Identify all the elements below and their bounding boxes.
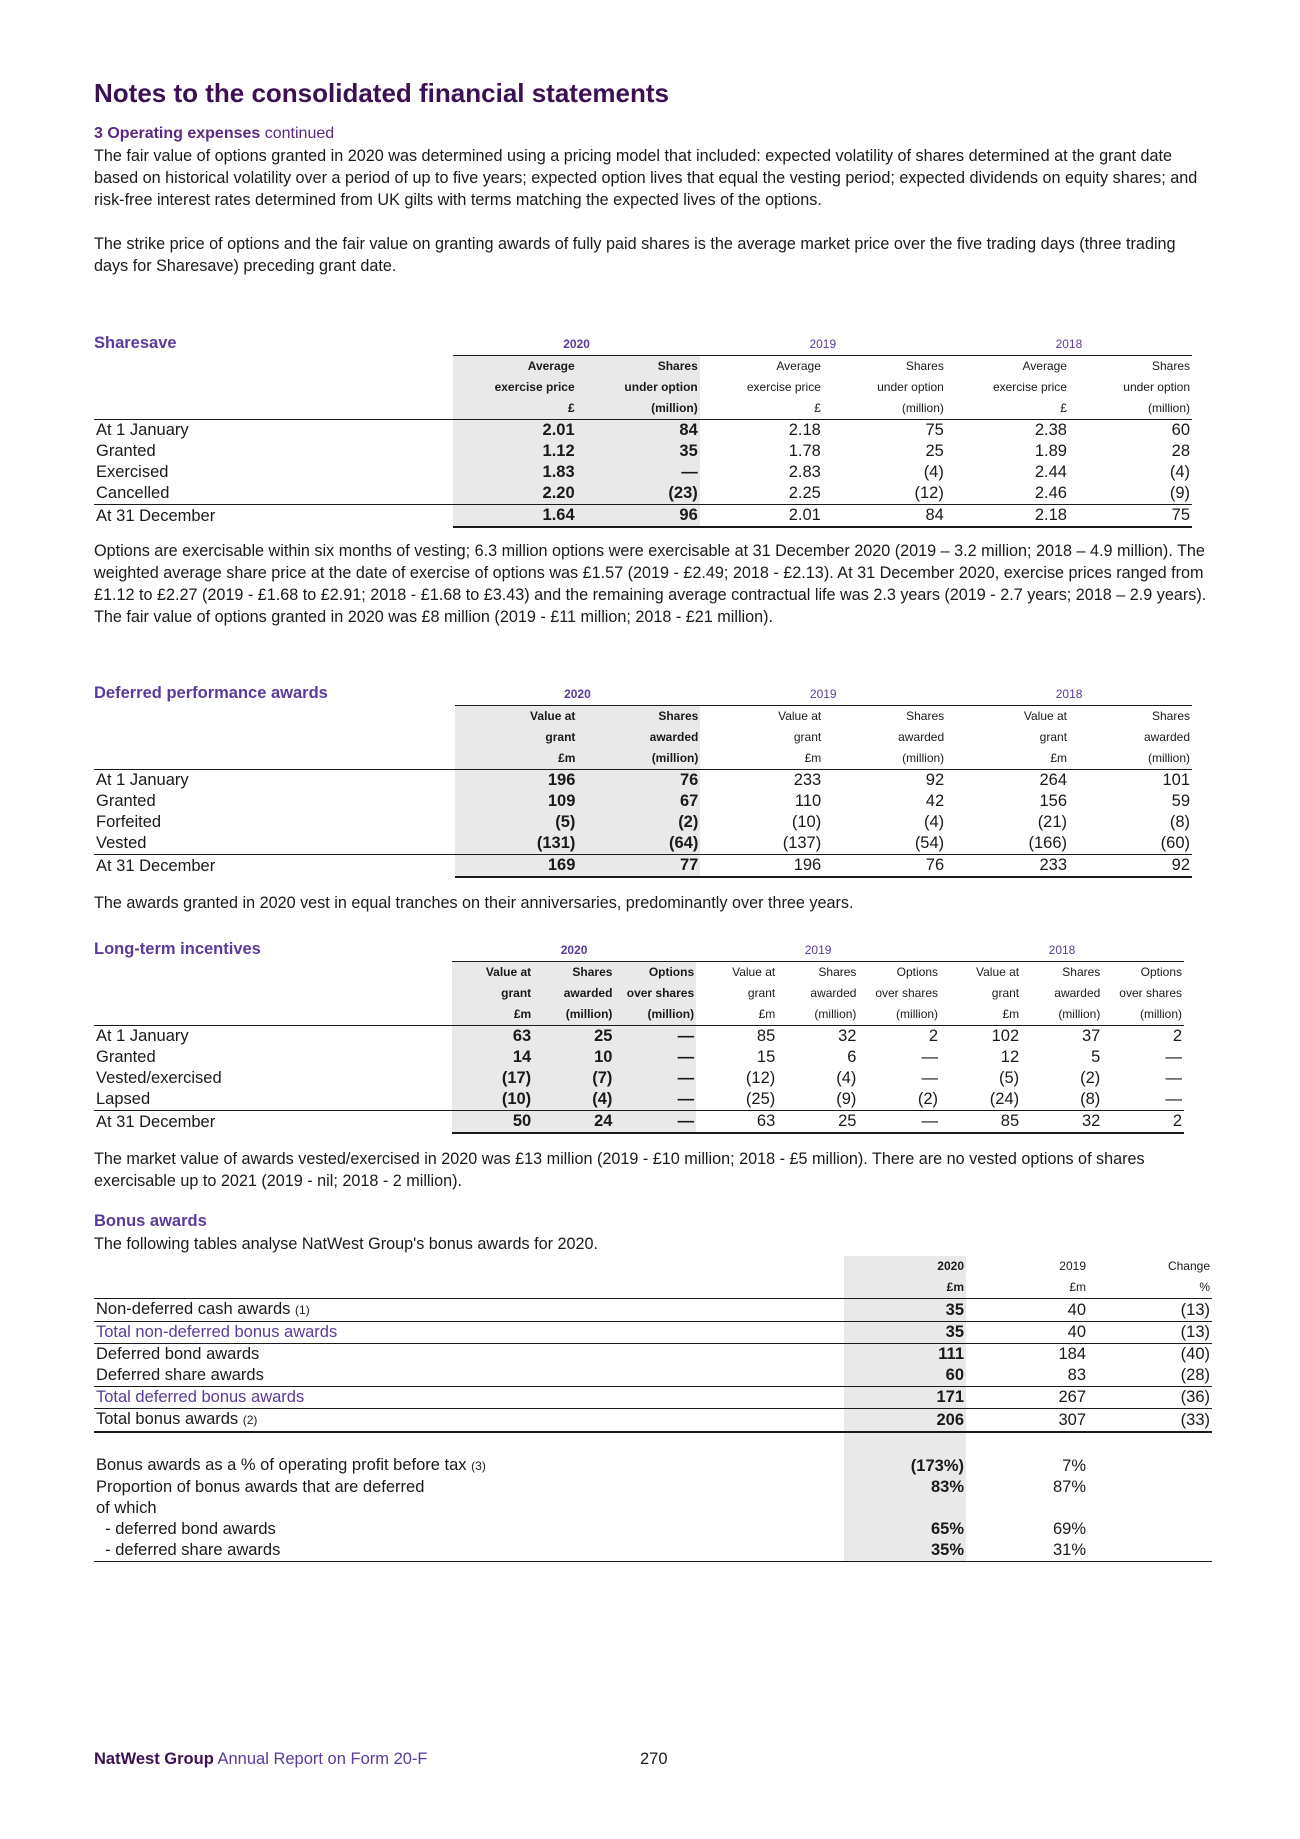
table-row <box>94 770 1192 792</box>
col-header: £m <box>940 1004 1021 1026</box>
col-header: under option <box>877 380 944 394</box>
cell: (21) <box>1037 813 1068 831</box>
cell: 60 <box>1171 421 1190 439</box>
cell: 65% <box>844 1519 966 1540</box>
cell <box>844 1498 966 1519</box>
footer-brand: NatWest Group <box>94 1750 214 1768</box>
table-row <box>94 1498 1212 1519</box>
cell: 2.18 <box>946 505 1069 528</box>
col-header: (million) <box>614 1004 696 1026</box>
cell: 169 <box>455 855 578 878</box>
year-header: 2018 <box>946 684 1192 706</box>
cell: 67 <box>577 791 700 812</box>
col-header: awarded <box>577 727 700 748</box>
col-header: Shares <box>1151 709 1190 723</box>
year-header: 2020 <box>453 334 699 356</box>
paragraph-fair-value: The fair value of options granted in 2020 was determined using a pricing model that included: expected volatility of shares determined at the grant date based on historical volatility over a period of up to five years; expected option lives that equal the vesting period; expected dividends on equity shares; and risk-free interest rates determined from UK gilts with terms matching the expected lives of the options. <box>94 147 1198 209</box>
cell: (25) <box>696 1089 777 1111</box>
col-header: awarded <box>810 986 857 1000</box>
table-row <box>94 1365 1212 1387</box>
cell: 25 <box>777 1111 858 1134</box>
table-row <box>94 1322 1212 1344</box>
cell: 7% <box>1062 1456 1086 1475</box>
row-label: At 31 December <box>96 506 216 525</box>
row-label: Lapsed <box>94 1089 452 1111</box>
col-header: over shares <box>614 983 696 1004</box>
cell: (5) <box>998 1069 1020 1087</box>
col-header: Shares <box>906 709 945 723</box>
footer-report-name: Annual Report on Form 20-F <box>217 1750 428 1768</box>
row-label: Total bonus awards <box>96 1410 239 1428</box>
cell: 1.64 <box>453 505 576 528</box>
cell: 196 <box>455 770 578 792</box>
year-header: 2019 <box>696 940 940 962</box>
cell: (7) <box>533 1068 614 1089</box>
col-header: Shares <box>1151 359 1190 373</box>
cell: (4) <box>1169 463 1190 481</box>
bonus-intro: The following tables analyse NatWest Group's bonus awards for 2020. <box>94 1235 598 1253</box>
col-header: (million) <box>1102 1004 1184 1026</box>
table-row-total <box>94 855 1192 878</box>
col-header: grant <box>991 986 1020 1000</box>
table-row <box>94 462 1192 483</box>
col-header: % <box>1088 1277 1212 1299</box>
row-label: Granted <box>96 442 156 460</box>
cell: 59 <box>1171 792 1190 810</box>
col-header: £m <box>696 1004 777 1026</box>
row-label: Bonus awards as a % of operating profit before tax <box>96 1456 467 1474</box>
cell: — <box>921 1069 939 1087</box>
cell: (28) <box>1088 1365 1212 1387</box>
cell: 1.12 <box>453 441 576 462</box>
col-header: grant <box>452 983 533 1004</box>
cell: (4) <box>923 813 945 831</box>
cell: 111 <box>844 1344 966 1366</box>
cell: 35 <box>844 1299 966 1322</box>
cell: — <box>1165 1069 1182 1087</box>
row-label: Vested/exercised <box>96 1069 222 1087</box>
footnote-ref: (3) <box>471 1459 486 1473</box>
col-header: Shares <box>905 359 944 373</box>
cell: 35 <box>844 1322 966 1344</box>
cell: — <box>614 1068 696 1089</box>
col-header: Options <box>896 965 939 979</box>
paragraph-market-value: The market value of awards vested/exercised in 2020 was £13 million (2019 - £10 million; 2018 - £5 million). There are no vested options of shares exercisable up to 2021 (2019 - nil; 2018 - 2 million). <box>94 1150 1145 1190</box>
table-row <box>94 1455 1212 1477</box>
col-header: (million) <box>577 748 700 770</box>
cell: 25 <box>533 1026 614 1048</box>
table-row <box>94 1089 1184 1111</box>
paragraph-strike-price: The strike price of options and the fair value on granting awards of fully paid shares is the average market price over the five trading days (three trading days for Sharesave) preceding grant date. <box>94 235 1176 275</box>
cell: 85 <box>940 1111 1021 1134</box>
col-header: awarded <box>898 730 945 744</box>
cell: 184 <box>1058 1345 1086 1363</box>
cell: (8) <box>1021 1089 1102 1111</box>
row-label: Deferred share awards <box>94 1365 844 1387</box>
table-row-total <box>94 1111 1184 1134</box>
col-header: Value at <box>452 962 533 984</box>
row-label: Proportion of bonus awards that are deferred <box>96 1478 425 1496</box>
deferred-awards-table <box>94 684 1192 878</box>
paragraph-awards-vest: The awards granted in 2020 vest in equal tranches on their anniversaries, predominantly over three years. <box>94 894 854 912</box>
cell: 196 <box>700 855 823 878</box>
cell: (10) <box>791 813 822 831</box>
table-row <box>94 1047 1184 1068</box>
sharesave-table <box>94 334 1192 528</box>
cell <box>966 1498 1088 1519</box>
col-header: Shares <box>1062 965 1101 979</box>
cell: (131) <box>455 833 578 855</box>
cell: (13) <box>1088 1299 1212 1322</box>
cell: 31% <box>966 1540 1088 1562</box>
col-header: (million) <box>577 398 700 420</box>
cell: 102 <box>991 1027 1020 1045</box>
cell: 15 <box>756 1048 776 1066</box>
cell: 1.78 <box>788 442 821 460</box>
table-row <box>94 1519 1212 1540</box>
cell: 28 <box>1171 442 1190 460</box>
footnote-ref: (2) <box>242 1413 258 1427</box>
col-header: Options <box>614 962 696 984</box>
col-header: 2019 <box>1059 1259 1086 1273</box>
row-label: Total non-deferred bonus awards <box>94 1322 844 1344</box>
col-header: awarded <box>533 983 614 1004</box>
table-row-total <box>94 505 1192 528</box>
col-header: £ <box>700 398 823 420</box>
bonus-table <box>94 1256 1212 1562</box>
col-header: (million) <box>1069 398 1192 420</box>
col-header: exercise price <box>992 380 1067 394</box>
table-row <box>94 812 1192 833</box>
col-header: Value at <box>732 965 776 979</box>
cell: 84 <box>577 420 700 442</box>
col-header: Value at <box>1023 709 1068 723</box>
cell: 101 <box>1162 771 1190 789</box>
cell: — <box>577 462 700 483</box>
cell: (8) <box>1169 813 1190 831</box>
col-header: awarded <box>1143 730 1190 744</box>
cell: 109 <box>455 791 578 812</box>
row-label: Non-deferred cash awards <box>96 1300 291 1318</box>
col-header: Average <box>453 356 576 378</box>
table-row <box>94 1344 1212 1366</box>
col-header: Value at <box>455 706 578 728</box>
section-continued: continued <box>264 125 335 142</box>
col-header: (million) <box>1069 748 1192 770</box>
cell: 84 <box>823 505 946 528</box>
page-number: 270 <box>640 1750 668 1768</box>
cell: 2.18 <box>788 421 821 439</box>
row-label: - deferred share awards <box>94 1540 844 1562</box>
paragraph-options-exercisable: Options are exercisable within six months of vesting; 6.3 million options were exercisable at 31 December 2020 (2019 – 3.2 million; 2018 – 4.9 million). The weighted average share price at the date of exercise of options was £1.57 (2019 - £2.49; 2018 - £2.13). At 31 December 2020, exercise prices ranged from £1.12 to £2.27 (2019 - £1.68 to £2.91; 2018 - £1.68 to £3.43) and the remaining average contractual life was 2.3 years (2019 - 2.7 years; 2018 – 2.9 years). The fair value of options granted in 2020 was £8 million (2019 - £11 million; 2018 - £21 million). <box>94 542 1207 626</box>
cell: 233 <box>793 771 822 789</box>
cell: 69% <box>1052 1520 1086 1538</box>
cell: 2.83 <box>788 463 821 481</box>
table-row <box>94 1068 1184 1089</box>
cell: 85 <box>756 1027 776 1045</box>
col-header: exercise price <box>453 377 576 398</box>
col-header: over shares <box>1119 986 1182 1000</box>
cell: — <box>1165 1048 1182 1066</box>
col-header: £m <box>946 748 1069 770</box>
cell: 35% <box>844 1540 966 1562</box>
cell: (54) <box>823 833 946 855</box>
cell: (2) <box>1080 1069 1101 1087</box>
row-label: - deferred bond awards <box>96 1520 276 1538</box>
cell: (60) <box>1069 833 1192 855</box>
col-header: Average <box>776 359 821 373</box>
row-label: Granted <box>96 1048 156 1066</box>
col-header: Value at <box>778 709 822 723</box>
cell: (13) <box>1088 1322 1212 1344</box>
cell: 2 <box>928 1027 939 1045</box>
cell: 77 <box>577 855 700 878</box>
cell: 1.89 <box>1034 442 1067 460</box>
cell: (4) <box>836 1069 857 1087</box>
cell: (9) <box>777 1089 858 1111</box>
col-header: Value at <box>975 965 1020 979</box>
cell: (17) <box>452 1068 533 1089</box>
cell: (2) <box>858 1089 940 1111</box>
table-row <box>94 1299 1212 1322</box>
col-header: Shares <box>577 356 700 378</box>
cell: 50 <box>452 1111 533 1134</box>
year-header: 2018 <box>940 940 1184 962</box>
year-header: 2020 <box>455 684 701 706</box>
table-row <box>94 1026 1184 1048</box>
col-header: (million) <box>533 1004 614 1026</box>
cell: 40 <box>966 1299 1088 1322</box>
row-label: At 1 January <box>96 771 189 789</box>
sharesave-title: Sharesave <box>94 334 177 352</box>
cell: — <box>614 1047 696 1068</box>
col-header: (million) <box>823 398 946 420</box>
col-header: £m <box>700 748 823 770</box>
cell: (12) <box>745 1069 776 1087</box>
cell: (12) <box>823 483 946 505</box>
col-header: Change <box>1167 1259 1210 1273</box>
cell: 32 <box>838 1027 857 1045</box>
col-header: grant <box>747 986 776 1000</box>
col-header: grant <box>455 727 578 748</box>
cell: 96 <box>577 505 700 528</box>
col-header: Shares <box>577 706 700 728</box>
cell: (23) <box>577 483 700 505</box>
cell: 25 <box>925 442 944 460</box>
cell: 5 <box>1091 1048 1101 1066</box>
row-label: Total deferred bonus awards <box>94 1387 844 1409</box>
cell: (64) <box>577 833 700 855</box>
cell: (33) <box>1088 1409 1212 1433</box>
cell: 2.01 <box>453 420 576 442</box>
cell: 75 <box>1069 505 1192 528</box>
col-header: (million) <box>858 1004 940 1026</box>
cell: 32 <box>1021 1111 1102 1134</box>
cell: 110 <box>794 792 822 810</box>
cell: 264 <box>1039 771 1068 789</box>
cell: (2) <box>577 812 700 833</box>
cell: 1.83 <box>453 462 576 483</box>
cell: 6 <box>847 1048 857 1066</box>
col-header: 2020 <box>844 1256 966 1277</box>
deferred-awards-title: Deferred performance awards <box>94 684 328 702</box>
col-header: (million) <box>1021 1004 1102 1026</box>
cell: 2.01 <box>700 505 823 528</box>
cell: 12 <box>1000 1048 1020 1066</box>
cell: 76 <box>577 770 700 792</box>
cell: (4) <box>533 1089 614 1111</box>
cell: — <box>614 1089 696 1111</box>
row-label: At 1 January <box>96 421 189 439</box>
row-label: Forfeited <box>96 813 162 831</box>
cell: 2 <box>1172 1027 1182 1045</box>
col-header: (million) <box>777 1004 858 1026</box>
cell: (173%) <box>844 1455 966 1477</box>
cell: (36) <box>1088 1387 1212 1409</box>
section-heading <box>94 125 334 143</box>
cell: 42 <box>925 792 945 810</box>
cell: 307 <box>966 1409 1088 1433</box>
cell: 267 <box>966 1387 1088 1409</box>
cell: 2.46 <box>946 483 1069 505</box>
cell: (10) <box>452 1089 533 1111</box>
cell: — <box>921 1048 939 1066</box>
footnote-ref: (1) <box>295 1303 310 1317</box>
cell: — <box>614 1026 696 1048</box>
table-row <box>94 483 1192 505</box>
row-label: Exercised <box>96 463 169 481</box>
cell: 10 <box>533 1047 614 1068</box>
col-header: Shares <box>533 962 614 984</box>
cell: 37 <box>1081 1027 1101 1045</box>
col-header: £m <box>844 1277 966 1299</box>
page-title: Notes to the consolidated financial statements <box>94 78 669 108</box>
cell: 2.25 <box>700 483 823 505</box>
cell: 92 <box>1069 855 1192 878</box>
col-header: exercise price <box>746 380 821 394</box>
ltis-table <box>94 940 1184 1134</box>
cell: (24) <box>940 1089 1021 1111</box>
table-row <box>94 1540 1212 1562</box>
table-row-total <box>94 1409 1212 1433</box>
col-header: grant <box>1039 730 1068 744</box>
table-row <box>94 441 1192 462</box>
col-header: awarded <box>1054 986 1101 1000</box>
cell: 63 <box>452 1026 533 1048</box>
col-header: Options <box>1140 965 1182 979</box>
row-label: At 31 December <box>96 856 216 875</box>
year-header: 2020 <box>452 940 696 962</box>
section-number-title: 3 Operating expenses <box>94 125 261 142</box>
cell: 75 <box>925 421 944 439</box>
col-header: £ <box>453 398 576 420</box>
cell: 156 <box>1039 792 1068 810</box>
cell: 14 <box>452 1047 533 1068</box>
cell: 87% <box>1052 1478 1086 1496</box>
cell: 83% <box>844 1477 966 1498</box>
row-label: Cancelled <box>94 483 453 505</box>
row-label: Deferred bond awards <box>96 1345 260 1363</box>
col-header: (million) <box>823 748 946 770</box>
cell: (137) <box>700 833 823 855</box>
cell: 2.38 <box>1034 421 1067 439</box>
cell: — <box>614 1111 696 1134</box>
cell: 233 <box>946 855 1069 878</box>
year-header: 2019 <box>700 684 946 706</box>
row-label: of which <box>96 1499 157 1517</box>
cell: 2 <box>1102 1111 1184 1134</box>
col-header: grant <box>793 730 822 744</box>
cell: 76 <box>823 855 946 878</box>
col-header: Shares <box>818 965 857 979</box>
year-header: 2018 <box>946 334 1192 356</box>
col-header: £ <box>946 398 1069 420</box>
cell: (40) <box>1180 1345 1210 1363</box>
cell: 24 <box>533 1111 614 1134</box>
row-label: Vested <box>94 833 455 855</box>
col-header: under option <box>1123 380 1190 394</box>
cell: 2.44 <box>1034 463 1067 481</box>
col-header: over shares <box>875 986 939 1000</box>
col-header: £m <box>966 1277 1088 1299</box>
cell: 63 <box>696 1111 777 1134</box>
col-header: £m <box>452 1004 533 1026</box>
table-row <box>94 791 1192 812</box>
cell: 92 <box>925 771 945 789</box>
cell: — <box>1102 1089 1184 1111</box>
table-row <box>94 1477 1212 1498</box>
cell: — <box>858 1111 940 1134</box>
footer <box>94 1750 428 1769</box>
bonus-title: Bonus awards <box>94 1212 207 1230</box>
table-row <box>94 420 1192 442</box>
cell: 171 <box>844 1387 966 1409</box>
table-row <box>94 833 1192 855</box>
col-header: £m <box>455 748 578 770</box>
cell: 35 <box>577 441 700 462</box>
cell: 206 <box>844 1409 966 1433</box>
cell: 60 <box>844 1365 966 1387</box>
cell: 83 <box>966 1365 1088 1387</box>
cell: 40 <box>966 1322 1088 1344</box>
row-label: Granted <box>96 792 156 810</box>
row-label: At 1 January <box>96 1027 189 1045</box>
cell: (4) <box>923 463 944 481</box>
row-label: At 31 December <box>96 1112 216 1131</box>
ltis-title: Long-term incentives <box>94 940 261 958</box>
cell: 2.20 <box>453 483 576 505</box>
cell: (166) <box>946 833 1069 855</box>
cell: (9) <box>1069 483 1192 505</box>
table-row <box>94 1387 1212 1409</box>
col-header: under option <box>577 377 700 398</box>
col-header: Average <box>1022 359 1067 373</box>
cell: (5) <box>455 812 578 833</box>
year-header: 2019 <box>700 334 946 356</box>
